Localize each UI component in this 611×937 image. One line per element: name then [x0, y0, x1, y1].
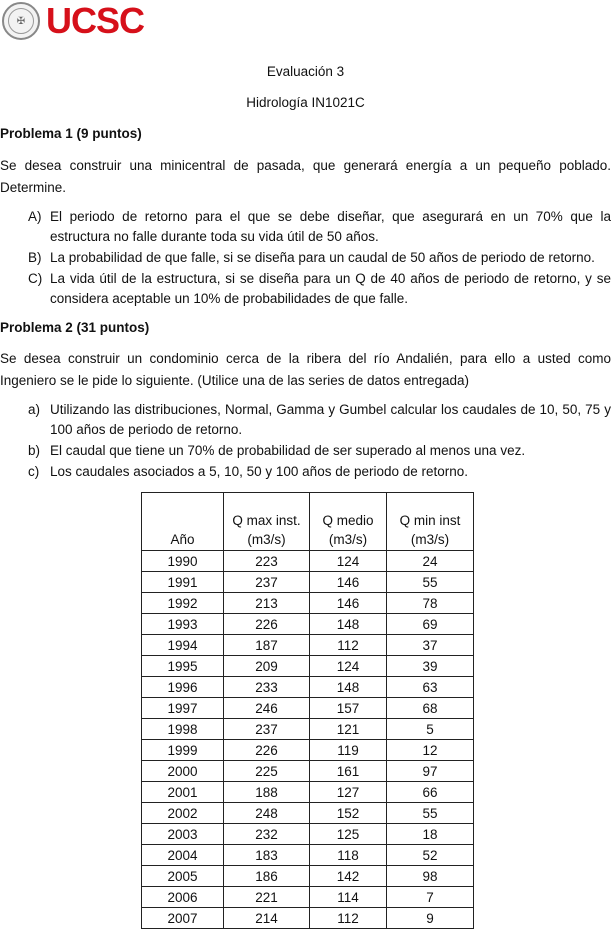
- cell-qmax: 237: [224, 572, 310, 593]
- cell-qmedio: 146: [310, 593, 387, 614]
- cell-year: 2004: [142, 845, 224, 866]
- item-text: Los caudales asociados a 5, 10, 50 y 100 años de periodo de retorno.: [50, 464, 469, 479]
- cell-year: 1997: [142, 698, 224, 719]
- item-marker: C): [28, 271, 43, 286]
- item-text: El caudal que tiene un 70% de probabilidad de ser superado al menos una vez.: [50, 443, 526, 458]
- cell-qmedio: 142: [310, 866, 387, 887]
- cell-qmedio: 112: [310, 635, 387, 656]
- cell-qmin: 24: [387, 551, 474, 572]
- item-text: El periodo de retorno para el que se debe diseñar, que asegurará en un 70% que la estructura no falle durante toda su vida útil de 50 años.: [50, 209, 611, 244]
- university-seal-icon: ✠: [2, 2, 40, 40]
- table-row: [142, 824, 474, 845]
- header-qmedio: Q medio (m3/s): [310, 493, 387, 551]
- cell-year: 1994: [142, 635, 224, 656]
- problem1-list: [28, 207, 611, 310]
- cell-qmax: 221: [224, 887, 310, 908]
- cell-year: 2002: [142, 803, 224, 824]
- cell-year: 1992: [142, 593, 224, 614]
- cell-qmax: 209: [224, 656, 310, 677]
- table-row: [142, 614, 474, 635]
- list-item: [28, 207, 611, 247]
- table-row: [142, 866, 474, 887]
- cell-year: 2006: [142, 887, 224, 908]
- cell-qmax: 223: [224, 551, 310, 572]
- cell-qmedio: 121: [310, 719, 387, 740]
- problem1-intro: Se desea construir una minicentral de pasada, que generará energía a un pequeño poblado. Determine.: [0, 158, 611, 195]
- cell-year: 2005: [142, 866, 224, 887]
- problem2-list: [28, 400, 611, 483]
- cell-qmedio: 127: [310, 782, 387, 803]
- cell-qmin: 66: [387, 782, 474, 803]
- header-qmin: Q min inst (m3/s): [387, 493, 474, 551]
- table-row: [142, 698, 474, 719]
- table-row: [142, 887, 474, 908]
- table-row: [142, 761, 474, 782]
- problem1-heading: Problema 1 (9 puntos): [0, 126, 142, 141]
- cell-qmax: 183: [224, 845, 310, 866]
- item-marker: A): [28, 209, 42, 224]
- table-row: [142, 635, 474, 656]
- table-row: [142, 656, 474, 677]
- streamflow-table: [141, 492, 474, 929]
- cell-year: 1999: [142, 740, 224, 761]
- table-row: [142, 908, 474, 929]
- cell-qmax: 188: [224, 782, 310, 803]
- cell-year: 2000: [142, 761, 224, 782]
- cell-qmin: 78: [387, 593, 474, 614]
- list-item: [28, 269, 611, 309]
- list-item: [28, 248, 611, 268]
- cell-year: 2007: [142, 908, 224, 929]
- cell-qmedio: 148: [310, 677, 387, 698]
- cell-qmin: 69: [387, 614, 474, 635]
- list-item: [28, 400, 611, 440]
- course-name: Hidrología IN1021C: [246, 95, 365, 110]
- cell-qmedio: 148: [310, 614, 387, 635]
- cell-qmin: 7: [387, 887, 474, 908]
- cell-qmin: 68: [387, 698, 474, 719]
- table-header-row: [142, 493, 474, 551]
- cell-qmin: 5: [387, 719, 474, 740]
- header-year: Año: [142, 493, 224, 551]
- cell-qmax: 225: [224, 761, 310, 782]
- cell-qmin: 97: [387, 761, 474, 782]
- logo-wordmark: UCSC: [46, 0, 145, 41]
- item-marker: a): [28, 402, 41, 417]
- item-text: La probabilidad de que falle, si se diseña para un caudal de 50 años de periodo de retorno.: [50, 250, 595, 265]
- cell-qmin: 9: [387, 908, 474, 929]
- table-row: [142, 740, 474, 761]
- cell-qmedio: 112: [310, 908, 387, 929]
- exam-title: Evaluación 3: [266, 64, 345, 79]
- cell-year: 1998: [142, 719, 224, 740]
- cell-qmin: 37: [387, 635, 474, 656]
- cell-qmedio: 146: [310, 572, 387, 593]
- list-item: [28, 462, 611, 482]
- cell-qmin: 39: [387, 656, 474, 677]
- table-row: [142, 551, 474, 572]
- cell-qmax: 248: [224, 803, 310, 824]
- table-row: [142, 803, 474, 824]
- problem2-heading: Problema 2 (31 puntos): [0, 320, 150, 335]
- table-row: [142, 677, 474, 698]
- cell-year: 2001: [142, 782, 224, 803]
- cell-qmin: 98: [387, 866, 474, 887]
- cell-year: 1993: [142, 614, 224, 635]
- cell-year: 1991: [142, 572, 224, 593]
- table-row: [142, 782, 474, 803]
- table-row: [142, 845, 474, 866]
- cell-qmin: 52: [387, 845, 474, 866]
- cell-qmedio: 119: [310, 740, 387, 761]
- cell-qmax: 226: [224, 614, 310, 635]
- cell-year: 1990: [142, 551, 224, 572]
- cell-qmedio: 157: [310, 698, 387, 719]
- cell-qmax: 213: [224, 593, 310, 614]
- cell-qmedio: 118: [310, 845, 387, 866]
- item-marker: b): [28, 443, 41, 458]
- cell-qmedio: 152: [310, 803, 387, 824]
- cell-qmin: 12: [387, 740, 474, 761]
- cell-year: 1995: [142, 656, 224, 677]
- cell-qmedio: 161: [310, 761, 387, 782]
- university-logo: [2, 2, 144, 40]
- list-item: [28, 441, 611, 461]
- cell-qmedio: 125: [310, 824, 387, 845]
- cell-qmax: 232: [224, 824, 310, 845]
- problem2-intro: Se desea construir un condominio cerca de la ribera del río Andalién, para ello a usted como Ingeniero se le pide lo siguiente. (Utilice una de las series de datos entregada): [0, 351, 611, 388]
- cell-qmax: 214: [224, 908, 310, 929]
- cell-qmax: 246: [224, 698, 310, 719]
- item-marker: c): [28, 464, 40, 479]
- cell-qmax: 186: [224, 866, 310, 887]
- item-marker: B): [28, 250, 42, 265]
- cell-qmedio: 114: [310, 887, 387, 908]
- cell-qmin: 63: [387, 677, 474, 698]
- cell-qmax: 233: [224, 677, 310, 698]
- cell-year: 1996: [142, 677, 224, 698]
- cell-qmax: 226: [224, 740, 310, 761]
- cell-qmax: 237: [224, 719, 310, 740]
- header-qmax: Q max inst. (m3/s): [224, 493, 310, 551]
- cell-qmin: 55: [387, 572, 474, 593]
- cell-qmedio: 124: [310, 656, 387, 677]
- cell-year: 2003: [142, 824, 224, 845]
- item-text: Utilizando las distribuciones, Normal, Gamma y Gumbel calcular los caudales de 10, 50, 75 y 100 años de periodo de retorno.: [50, 402, 611, 437]
- cell-qmedio: 124: [310, 551, 387, 572]
- item-text: La vida útil de la estructura, si se diseña para un Q de 40 años de periodo de retorno, y se considera aceptable un 10% de probabilidades de que falle.: [50, 271, 611, 306]
- cell-qmin: 18: [387, 824, 474, 845]
- table-row: [142, 593, 474, 614]
- table-row: [142, 572, 474, 593]
- cell-qmax: 187: [224, 635, 310, 656]
- table-row: [142, 719, 474, 740]
- cell-qmin: 55: [387, 803, 474, 824]
